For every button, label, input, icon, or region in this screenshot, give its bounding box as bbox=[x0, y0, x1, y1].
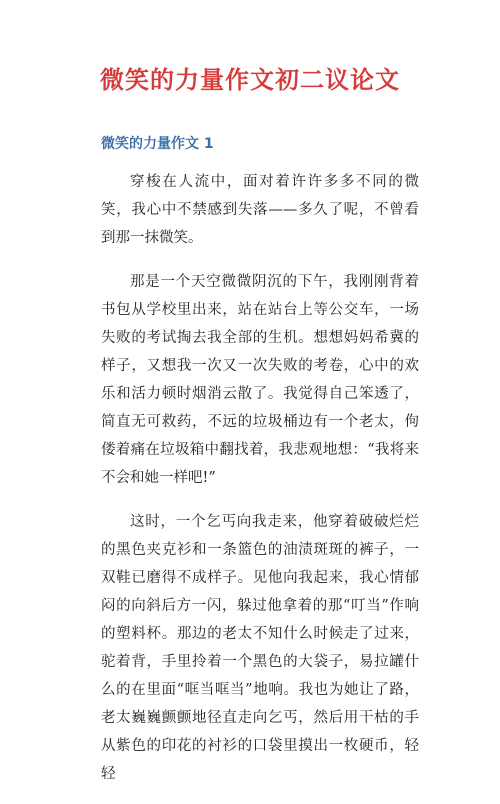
section-heading: 微笑的力量作文 1 bbox=[101, 136, 214, 152]
document-body bbox=[101, 168, 419, 804]
paragraph: 那是一个天空微微阴沉的下午，我刚刚背着书包从学校里出来，站在站台上等公交车，一场失败的考试掏去我全部的生机。想想妈妈希冀的样子，又想我一次又一次失败的考卷，心中的欢乐和活力顿时烟消云散了。我觉得自己笨透了，简直无可救药，不远的垃圾桶边有一个老太，佝偻着痛在垃圾箱中翻找着，我悲观地想：“我将来不会和她一样吧!” bbox=[101, 274, 419, 486]
paragraph: 穿梭在人流中，面对着许许多多不同的微笑，我心中不禁感到失落——多久了呢，不曾看到那一抹微笑。 bbox=[101, 174, 419, 246]
document-title: 微笑的力量作文初二议论文 bbox=[100, 66, 400, 94]
paragraph: 这时，一个乞丐向我走来，他穿着破破烂烂的黑色夹克衫和一条篮色的油渍斑斑的裤子，一双鞋已磨得不成样子。见他向我起来，我心情郁闷的向斜后方一闪，躲过他拿着的那“叮当”作响的塑料杯。那边的老太不知什么时候走了过来，驼着背，手里拎着一个黑色的大袋子，易拉罐什么的在里面“哐当哐当”地响。我也为她让了路，老太巍巍颤颤地径直走向乞丐，然后用干枯的手从紫色的印花的衬衫的口袋里摸出一枚硬币，轻轻 bbox=[101, 514, 419, 782]
